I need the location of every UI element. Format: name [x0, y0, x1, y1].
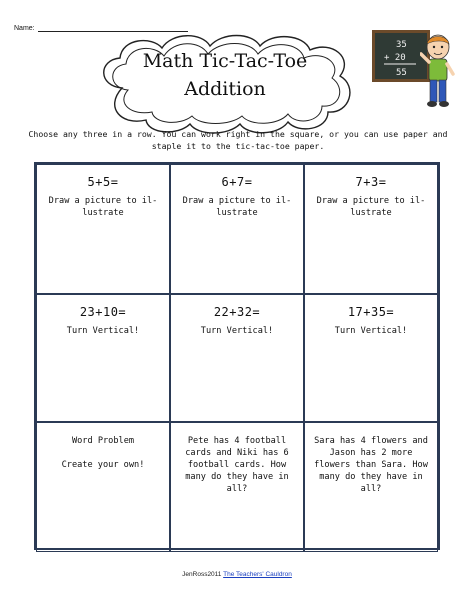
cell-task: Draw a picture to il- lustrate [48, 196, 158, 218]
cell-task: Turn Vertical! [66, 326, 140, 336]
name-label: Name: [14, 25, 35, 32]
grid-cell-6[interactable] [304, 294, 438, 422]
tic-tac-toe-grid [34, 162, 440, 550]
title-line-1: Math Tic-Tac-Toe [142, 50, 308, 72]
cell-problem: 6+7= [221, 175, 253, 189]
grid-cell-7[interactable] [36, 422, 170, 552]
chalk-line-2: + 20 [384, 53, 406, 63]
cell-problem: 7+3= [355, 175, 387, 189]
cell-problem: 5+5= [87, 175, 119, 189]
grid-cell-9[interactable] [304, 422, 438, 552]
title-line-2: Addition [184, 78, 266, 100]
grid-cell-3[interactable] [304, 164, 438, 294]
cell-task: Draw a picture to il- lustrate [316, 196, 426, 218]
word-problem-text: Sara has 4 flowers and Jason has 2 more flowers than Sara. How many do they have in all? [314, 436, 428, 494]
word-problem-text: Word Problem Create your own! [61, 436, 145, 470]
footer-credit [0, 571, 474, 578]
chalk-line-3: 55 [396, 68, 407, 78]
cell-task: Turn Vertical! [334, 326, 408, 336]
cell-problem: 23+10= [79, 305, 127, 319]
grid-cell-2[interactable] [170, 164, 304, 294]
grid-cell-5[interactable] [170, 294, 304, 422]
grid-cell-1[interactable] [36, 164, 170, 294]
student-icon [420, 34, 460, 110]
cell-problem: 22+32= [213, 305, 261, 319]
cell-problem: 17+35= [347, 305, 395, 319]
instructions-text: Choose any three in a row. You can work right in the square, or you can use paper and staple it to the tic-tac-toe paper. [28, 129, 448, 151]
footer-link[interactable]: The Teachers' Cauldron [223, 571, 292, 578]
footer-author: JenRoss2011 [182, 571, 222, 578]
grid-cell-8[interactable] [170, 422, 304, 552]
cell-task: Draw a picture to il- lustrate [182, 196, 292, 218]
grid-cell-4[interactable] [36, 294, 170, 422]
cell-task: Turn Vertical! [200, 326, 274, 336]
title-cloud [92, 30, 358, 138]
word-problem-text: Pete has 4 football cards and Niki has 6 football cards. How many do they have in all? [185, 436, 289, 494]
chalk-line-1: 35 [396, 40, 407, 50]
